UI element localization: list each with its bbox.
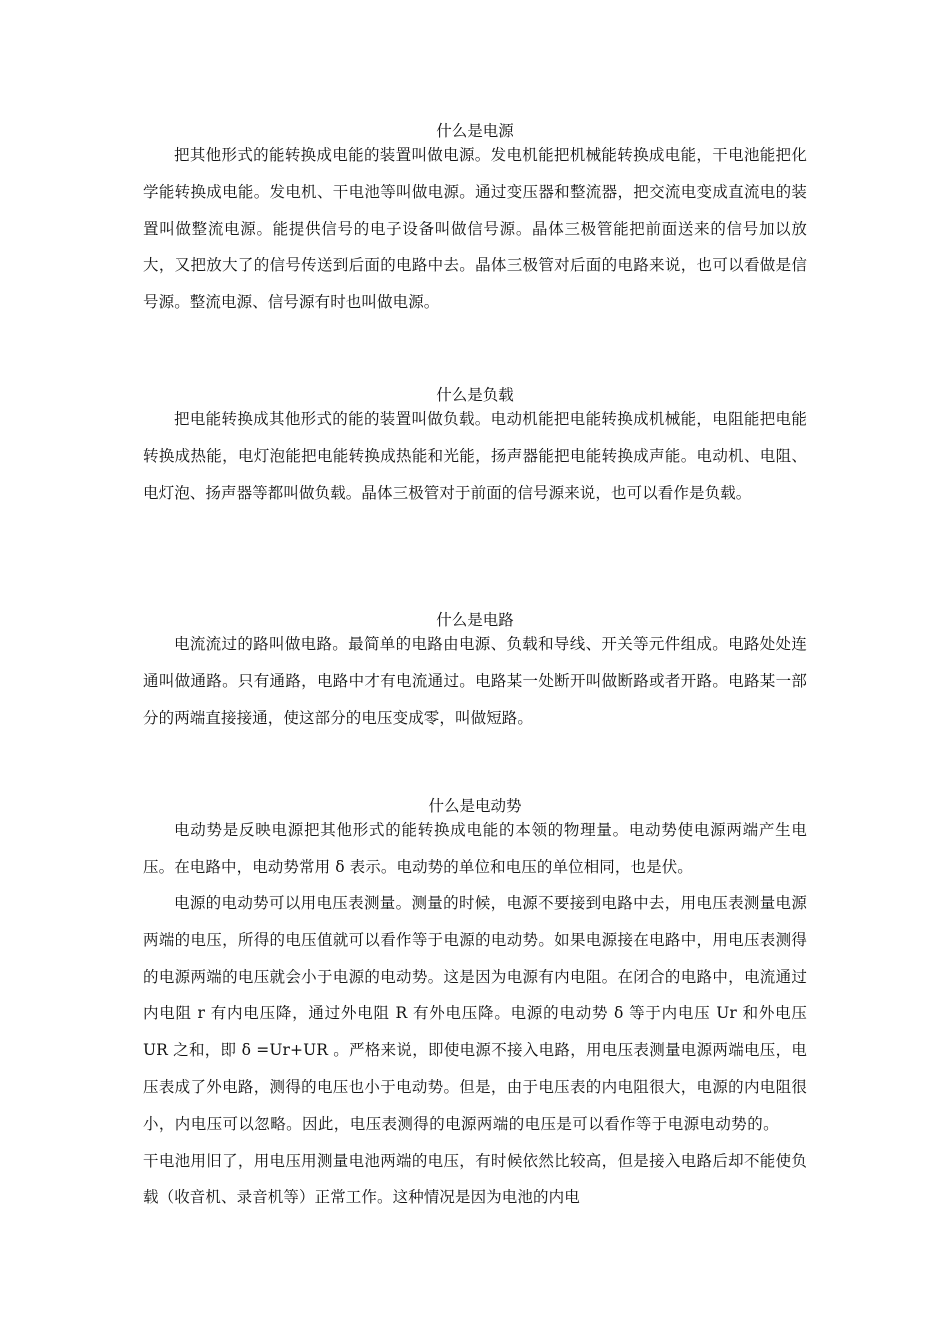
- section-title-emf: 什么是电动势: [428, 797, 522, 815]
- section-title-power-source: 什么是电源: [436, 122, 514, 140]
- section-title-circuit: 什么是电路: [436, 611, 514, 629]
- section-title-load: 什么是负载: [436, 386, 514, 404]
- paragraph-emf-definition: 电动势是反映电源把其他形式的能转换成电能的本领的物理量。电动势使电源两端产生电压。在电路中，电动势常用 δ 表示。电动势的单位和电压的单位相同，也是伏。: [143, 821, 807, 876]
- paragraph-circuit: 电流流过的路叫做电路。最简单的电路由电源、负载和导线、开关等元件组成。电路处处连通叫做通路。只有通路，电路中才有电流通过。电路某一处断开叫做断路或者开路。电路某一部分的两端直接接通，使这部分的电压变成零，叫做短路。: [143, 635, 807, 727]
- paragraph-power-source: 把其他形式的能转换成电能的装置叫做电源。发电机能把机械能转换成电能，干电池能把化学能转换成电能。发电机、干电池等叫做电源。通过变压器和整流器，把交流电变成直流电的装置叫做整流电源。能提供信号的电子设备叫做信号源。晶体三极管能把前面送来的信号加以放大，又把放大了的信号传送到后面的电路中去。晶体三极管对后面的电路来说，也可以看做是信号源。整流电源、信号源有时也叫做电源。: [143, 146, 807, 312]
- paragraph-emf-measurement: [143, 885, 807, 1216]
- emf-measurement-text: 电源的电动势可以用电压表测量。测量的时候，电源不要接到电路中去，用电压表测量电源两端的电压，所得的电压值就可以看作等于电源的电动势。如果电源接在电路中，用电压表测得的电源两端的电压就会小于电源的电动势。这是因为电源有内电阻。在闭合的电路中，电流通过内电阻 r 有内电压降，通过外电阻 R 有外电压降。电源的电动势 δ 等于内电压 Ur 和外电压 UR 之和，即 δ =Ur+UR 。严格来说，即使电源不接入电路，用电压表测量电源两端电压，电压表成了外电路，测得的电压也小于电动势。但是，由于电压表的内电阻很大，电源的内电阻很小，内电压可以忽略。因此，电压表测得的电源两端的电压是可以看作等于电源电动势的。: [143, 894, 807, 1133]
- emf-old-battery-text: 干电池用旧了，用电压用测量电池两端的电压，有时候依然比较高，但是接入电路后却不能使负载（收音机、录音机等）正常工作。这种情况是因为电池的内电: [143, 1151, 807, 1207]
- paragraph-load: 把电能转换成其他形式的能的装置叫做负载。电动机能把电能转换成机械能，电阻能把电能转换成热能，电灯泡能把电能转换成热能和光能，扬声器能把电能转换成声能。电动机、电阻、电灯泡、扬声器等都叫做负载。晶体三极管对于前面的信号源来说，也可以看作是负载。: [143, 410, 807, 502]
